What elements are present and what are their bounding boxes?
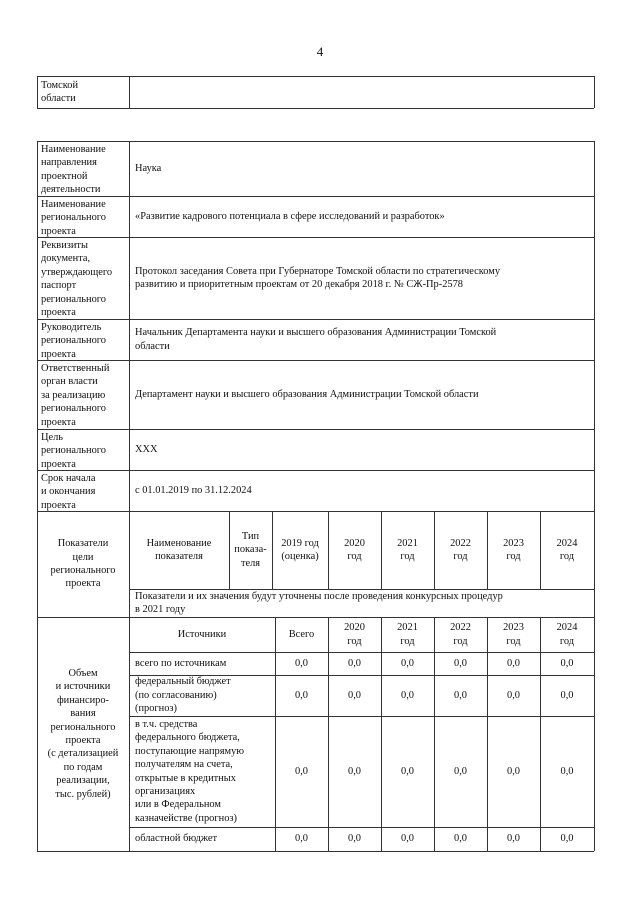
financing-header-2024: 2024 год — [556, 622, 578, 647]
indicators-header-2020: 2020 год — [344, 537, 365, 562]
period-value — [135, 470, 590, 511]
financing-value: 0,0 — [560, 765, 574, 777]
financing-header-sources: Источники — [177, 628, 227, 640]
financing-value: 0,0 — [295, 765, 308, 777]
top-table-label: Томской области — [41, 80, 79, 105]
financing-value: 0,0 — [454, 833, 467, 845]
head-label: Руководитель регионального проекта — [41, 322, 106, 360]
responsible-value-text: Департамент науки и высшего образования Администрации Томской области — [135, 388, 479, 400]
financing-value: 0,0 — [401, 765, 414, 777]
goal-value-text: XXX — [135, 443, 158, 455]
financing-value: 0,0 — [507, 833, 520, 845]
head-value — [135, 319, 590, 360]
direction-value — [135, 141, 590, 196]
financing-source: областной бюджет — [135, 833, 218, 845]
document-label: Реквизиты документа, утверждающего паспорт регионального проекта — [41, 240, 113, 319]
financing-value: 0,0 — [507, 689, 520, 701]
financing-value: 0,0 — [348, 689, 361, 701]
financing-source: в т.ч. средства федерального бюджета, поступающие напрямую получателям на счета, открытые в кредитных организациях или в Федеральном казначействе (прогноз) — [135, 718, 245, 824]
project-name-value — [135, 196, 590, 237]
indicators-header-name: Наименование показателя — [146, 537, 212, 562]
period-label: Срок начала и окончания проекта — [41, 473, 96, 511]
indicators-header-2024: 2024 год — [556, 537, 578, 562]
financing-header-2020: 2020 год — [344, 622, 365, 647]
financing-value: 0,0 — [401, 689, 414, 701]
financing-value: 0,0 — [295, 833, 308, 845]
document-value-text: Протокол заседания Совета при Губернаторе Томской области по стратегическому развитию и приоритетным проектам от 20 декабря 2018 г. № СЖ-Пр-2578 — [135, 265, 501, 290]
direction-label: Наименование направления проектной деятельности — [41, 144, 106, 196]
direction-value-text: Наука — [135, 162, 162, 174]
financing-source: федеральный бюджет (по согласованию) (прогноз) — [135, 676, 231, 715]
financing-value: 0,0 — [507, 765, 520, 777]
indicators-label: Показатели цели регионального проекта — [50, 538, 116, 590]
responsible-value — [135, 360, 590, 429]
financing-label: Объем и источники финансиро- вания регионального проекта (с детализацией по годам реализации, тыс. рублей) — [47, 667, 119, 800]
financing-value: 0,0 — [507, 657, 520, 669]
financing-value: 0,0 — [454, 765, 467, 777]
head-value-text: Начальник Департамента науки и высшего образования Администрации Томской области — [135, 327, 497, 352]
responsible-label: Ответственный орган власти за реализацию регионального проекта — [41, 363, 110, 428]
indicators-note: Показатели и их значения будут уточнены после проведения конкурсных процедур в 2021 году — [135, 591, 503, 616]
financing-value: 0,0 — [401, 657, 414, 669]
page-number: 4 — [316, 44, 324, 59]
goal-value — [135, 429, 590, 470]
indicators-header-type: Тип показа- теля — [234, 530, 267, 569]
financing-value: 0,0 — [295, 657, 308, 669]
project-name-value-text: «Развитие кадрового потенциала в сфере исследований и разработок» — [135, 210, 445, 222]
goal-label: Цель регионального проекта — [41, 432, 106, 470]
period-value-text: с 01.01.2019 по 31.12.2024 — [135, 484, 252, 496]
financing-value: 0,0 — [295, 689, 308, 701]
financing-value: 0,0 — [454, 657, 467, 669]
financing-value: 0,0 — [348, 657, 361, 669]
indicators-header-2022: 2022 год — [450, 537, 471, 562]
financing-value: 0,0 — [560, 689, 574, 701]
financing-value: 0,0 — [401, 833, 414, 845]
financing-value: 0,0 — [560, 657, 574, 669]
indicators-header-2019: 2019 год (оценка) — [281, 537, 319, 562]
document-value — [135, 237, 590, 319]
financing-value: 0,0 — [348, 765, 361, 777]
financing-header-2022: 2022 год — [450, 622, 471, 647]
financing-source: всего по источникам — [135, 657, 227, 669]
financing-value: 0,0 — [454, 689, 467, 701]
financing-header-total: Всего — [288, 628, 315, 640]
financing-header-2021: 2021 год — [397, 622, 418, 647]
financing-value: 0,0 — [348, 833, 361, 845]
indicators-header-2023: 2023 год — [503, 537, 524, 562]
financing-header-2023: 2023 год — [503, 622, 524, 647]
project-name-label: Наименование регионального проекта — [41, 199, 106, 237]
indicators-header-2021: 2021 год — [397, 537, 418, 562]
financing-value: 0,0 — [560, 833, 574, 845]
